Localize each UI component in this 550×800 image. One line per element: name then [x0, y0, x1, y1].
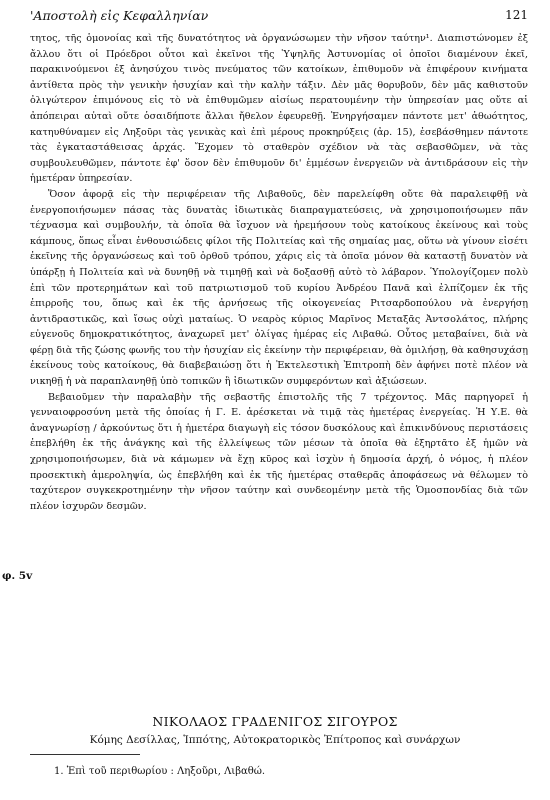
paragraph-3: Βεβαιοῦμεν τὴν παραλαβὴν τῆς σεβαστῆς ἐπιστολῆς τῆς 7 τρέχοντος. Μᾶς παρηγορεῖ ἡ γενναιοφροσύνη μετὰ τῆς ὁποίας ἡ Γ. Ε. ἀρέσκεται νὰ τιμᾷ τὰς ἡμετέρας ἐνεργείας. Ἡ Υ.Ε. θὰ ἀναγνωρίσῃ / ἀρκούντως ὅτι ἡ ἡμετέρα διαγωγὴ εἰς τόσον δυσκόλους καὶ ἐπικινδύνους περιστάσεις ἐπεβλήθη ἐκ τῆς ἀνάγκης καὶ τῆς ἐλλείψεως τῶν μέσων τὰ ὁποῖα θὰ ἐξηρτᾶτο ἐξ ἡμῶν νὰ χρησιμοποιήσωμεν, διὰ νὰ κάμωμεν νὰ ἔχῃ κῦρος καὶ ἰσχὺν ἡ δημοσία ἀρχή, ὁ νόμος, ἡ πλέον προσεκτικὴ ἀμεροληψία, ὡς ἐπεβλήθη καὶ ἐκ τῆς ἡμετέρας σταθερᾶς ἀποφάσεως νὰ θέλωμεν τὸ ταχύτερον συγκεκροτημένην τὴν νῆσον ταύτην καὶ συνδεομένην μετὰ τῆς Ὁμοσπονδίας διὰ τῶν πλέον ἰσχυρῶν δεσμῶν.: [30, 391, 528, 512]
footnote: 1. Ἐπὶ τοῦ περιθωρίου : Ληξοῦρι, Λιβαθώ.: [54, 766, 266, 777]
running-header: [30, 8, 528, 26]
paragraph-1: τητος, τῆς ὁμονοίας καὶ τῆς δυνατότητος νὰ ὀργανώσωμεν τὴν νῆσον ταύτην¹. Διαπιστώνομεν ἐξ ἄλλου ὅτι οἱ Πρόεδροι οὗτοι καὶ ἐκεῖνοι τῆς Ὑψηλῆς Ἀστυνομίας οἱ ὁποῖοι διαμένουν ἐκεῖ, παρακινούμενοι ἐξ ἀνησύχου τινὸς πνεύματος τῶν κατοίκων, ἐπιθυμοῦν νὰ ἐπιφέρουν κινήματα ἀντίθετα πρὸς τὴν γενικὴν ἡσυχίαν καὶ τὴν καλὴν τάξιν. Δὲν μᾶς θορυβοῦν, δὲν μᾶς καθιστοῦν ὀλιγώτερον ἐπιμόνους εἰς τὸ νὰ ἐπιθυμῶμεν αἰσίως περατουμένην τὴν ὑπηρεσίαν μας οὔτε αἱ ἀπόπειραι αὐταὶ οὔτε ὁσαιδήποτε ἄλλαι ἤθελον ἐφευρεθῇ. Ἐνηργήσαμεν πάντοτε μετ' ἀθωότητος, κατηυθύναμεν εἰς Ληξοῦρι τὰς γενικὰς καὶ ἐπὶ μέρους προκηρύξεις (ἀρ. 15), ἐσεβάσθημεν πάντοτε τὰς ἐγκαταστάθεισας ἀρχάς. Ἔχομεν τὸ σταθερὸν σχέδιον νὰ τὰς σεβασθῶμεν, νὰ τὰς συμβουλευθῶμεν, πάντοτε ἐφ' ὅσον δὲν ἐπιθυμοῦν δι' ἐμμέσων ἐνεργειῶν νὰ ἀντιδράσουν εἰς τὴν ἡμετέραν ὑπηρεσίαν.: [30, 33, 528, 185]
signature-title: Κόμης Δεσίλλας, Ἱππότης, Αὐτοκρατορικὸς Ἐπίτροπος καὶ συνάρχων: [89, 734, 461, 746]
paragraph-2: Ὅσον ἀφορᾷ εἰς τὴν περιφέρειαν τῆς Λιβαθοῦς, δὲν παρελείφθη οὔτε θὰ παραλειφθῇ νὰ ἐνεργοποιήσωμεν πάσας τὰς δυνατὰς ἰδιωτικὰς διαπραγματεύσεις, νὰ χρησιμοποιήσωμεν πᾶν τέχνασμα καὶ συμβουλήν, τὰ ὁποῖα θὰ ἴσχυον νὰ ἠρεμήσουν τοὺς κατοίκους ἐκείνους καὶ τοὺς κάμπους, ὅπως εἶναι ἐνθουσιώδεις φίλοι τῆς Πολιτείας καὶ τῆς σημαίας μας, οὕτω νὰ γίνουν εἰσέτι ἐκεῖνης τῆς ὀργανώσεως καὶ τοῦ ὀρθοῦ τρόπου, χάρις εἰς τὰ ὁποῖα μόνον θὰ καταστῇ δυνατὸν νὰ ὑπάρξῃ ἡ Πολιτεία καὶ νὰ δυνηθῇ νὰ τιμηθῇ καὶ νὰ δοξασθῇ αὐτὸ τὸ λάβαρον. Ὑπολογίζομεν πολὺ ἐπὶ τῶν προτερημάτων καὶ τοῦ πατριωτισμοῦ τοῦ κυρίου Ἀνδρέου Πανᾶ καὶ ἐλπίζομεν ἐκ τῆς ἐπιρροῆς του, ὅπως καὶ ἐκ τῆς ἀρνήσεως τῆς οἰκογενείας Ριτσαρδοπούλου νὰ ἐνεργήσῃ ἀντιδραστικῶς, καὶ ἴσως οὐχὶ ματαίως. Ὁ νεαρὸς κύριος Μαρῖνος Μεταξᾶς Ἀντσολάτος, πλήρης εὐγενοῦς δημοκρατικότητος, ἀναχωρεῖ μετ' ὀλίγας ἡμέρας εἰς Λιβαθώ. Οὗτος μεταβαίνει, διὰ νὰ φέρῃ διὰ τῆς ζώσης φωνῆς του τὴν ἡσυχίαν εἰς ἐκείνην τὴν περιφέρειαν, θὰ ὁμιλήσῃ, θὰ καθησυχάσῃ ἐκείνους τοὺς κατοίκους, θὰ διαβεβαιώσῃ ὅτι ἡ Ἐκτελεστικὴ Ἐπιτροπὴ δὲν ἀφήνει ποτὲ πλέον νὰ νικηθῇ ἡ νὰ παραπλανηθῇ ὑπὸ τοπικῶν ἢ ἰδιωτικῶν συμφερόντων καὶ ἀξιώσεων.: [30, 188, 528, 388]
footnote-divider: [30, 754, 140, 755]
signature-name: ΝΙΚΟΛΑΟΣ ΓΡΑΔΕΝΙΓΟΣ ΣΙΓΟΥΡΟΣ: [152, 714, 398, 729]
running-title: 'Αποστολὴ εἰς Κεφαλληνίαν: [30, 8, 209, 23]
folio-margin-note: φ. 5v: [2, 570, 33, 582]
letter-body: [30, 31, 528, 514]
page-number: 121: [505, 8, 528, 22]
